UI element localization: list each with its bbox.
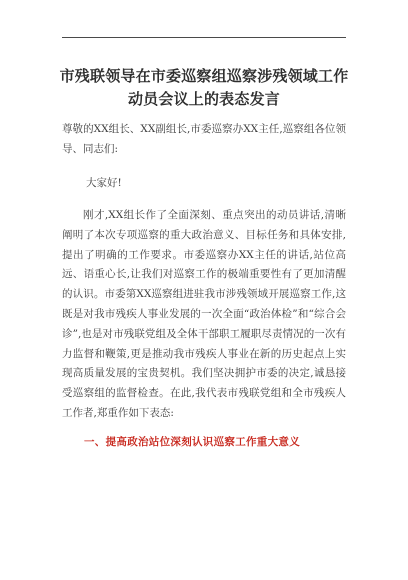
document-title-line-2: 动员会议上的表态发言: [127, 90, 280, 108]
header-rule: [62, 37, 346, 38]
body-paragraph: 刚才,XX组长作了全面深刻、重点突出的动员讲话,清晰阐明了本次专项巡察的重大政治意义、目标任务和具体安排,提出了明确的工作要求。市委巡察办XX主任的讲话,站位高远、语重心长,让我们对巡察工作的极端重要性有了更加清醒的认识。市委第XX巡察组进驻我市涉残领域开展巡察工作,这既是对我市残疾人事业发展的一次全面“政治体检”和“综合会诊”,也是对市残联党组及全体干部职工履职尽责情况的一次有力监督和鞭策,更是推动我市残疾人事业在新的历史起点上实现高质量发展的宝贵契机。我们坚决拥护市委的决定,诚恳接受巡察组的监督检查。在此,我代表市残联党组和全市残疾人工作者,郑重作如下表态:: [62, 209, 346, 419]
section-heading: 一、提高政治站位深刻认识巡察工作重大意义: [84, 436, 300, 448]
salutation: 尊敬的XX组长、XX副组长,市委巡察办XX主任,巡察组各位领导、同志们:: [62, 123, 346, 155]
greeting: 大家好!: [86, 177, 122, 189]
document-title-line-1: 市残联领导在市委巡察组巡察涉残领域工作: [59, 67, 349, 85]
